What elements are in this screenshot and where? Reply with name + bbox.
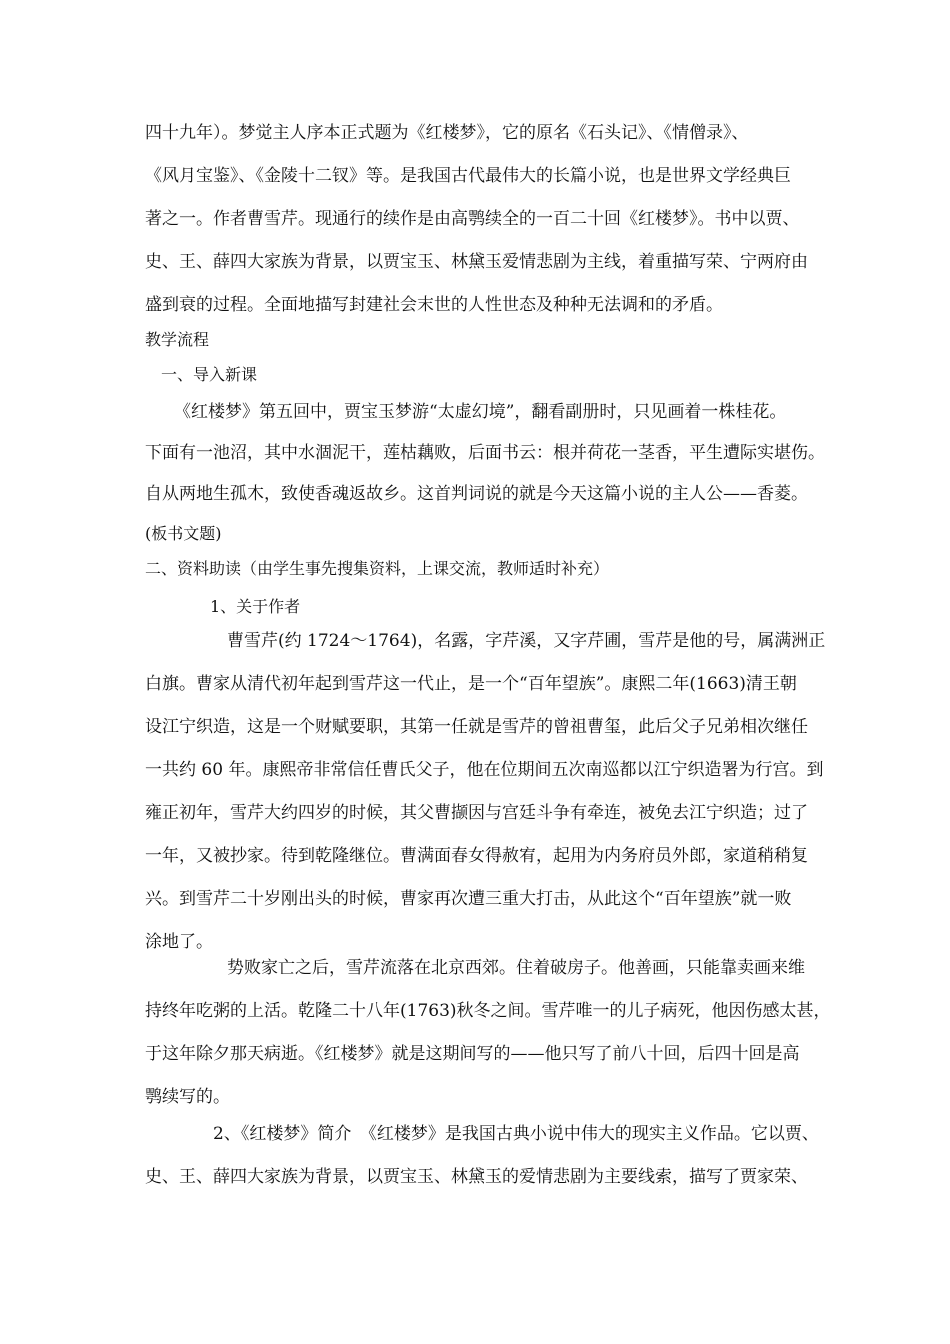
subsection-title-author: 1、关于作者	[210, 597, 301, 616]
intro-line: 下面有一池沼，其中水涸泥干，莲枯藕败，后面书云：根并荷花一茎香，平生遭际实堪伤。	[145, 443, 825, 463]
author-line: 设江宁织造，这是一个财赋要职，其第一任就是雪芹的曾祖曹玺，此后父子兄弟相次继任	[145, 717, 808, 737]
author-line: 兴。到雪芹二十岁刚出头的时候，曹家再次遭三重大打击，从此这个“百年望族”就一败	[145, 889, 792, 909]
section-title-intro: 一、导入新课	[161, 365, 258, 384]
author-line: 持终年吃粥的上活。乾隆二十八年(1763)秋冬之间。雪芹唯一的儿子病死，他因伤感太甚，	[145, 1001, 831, 1021]
subsection-intro-line: 2、《红楼梦》简介 《红楼梦》是我国古典小说中伟大的现实主义作品。它以贾、	[213, 1124, 819, 1144]
section-title-materials: 二、资料助读（由学生事先搜集资料，上课交流，教师适时补充）	[145, 559, 610, 578]
author-line: 一共约 60 年。康熙帝非常信任曹氏父子，他在位期间五次南巡都以江宁织造署为行宫。到	[145, 760, 824, 780]
author-line: 鹗续写的。	[145, 1087, 230, 1107]
intro-line: 《红楼梦》第五回中，贾宝玉梦游“太虚幻境”，翻看副册时，只见画着一株桂花。	[174, 402, 787, 422]
author-line: 一年，又被抄家。待到乾隆继位。曹满面春女得赦宥，起用为内务府员外郎，家道稍稍复	[145, 846, 808, 866]
board-note: (板书文题)	[145, 524, 222, 543]
author-line: 于这年除夕那天病逝。《红楼梦》就是这期间写的——他只写了前八十回，后四十回是高	[145, 1044, 800, 1064]
author-line: 曹雪芹(约 1724～1764)，名露，字芹溪，又字芹圃，雪芹是他的号，属满洲正	[227, 631, 826, 651]
heading-teaching-flow: 教学流程	[145, 330, 210, 349]
paragraph-line: 《风月宝鉴》、《金陵十二钗》等。是我国古代最伟大的长篇小说，也是世界文学经典巨	[145, 166, 791, 186]
subsection-intro-line: 史、王、薛四大家族为背景，以贾宝玉、林黛玉的爱情悲剧为主要线索，描写了贾家荣、	[145, 1167, 808, 1187]
author-line: 白旗。曹家从清代初年起到雪芹这一代止，是一个“百年望族”。康熙二年(1663)清王朝	[145, 674, 797, 694]
paragraph-line: 史、王、薛四大家族为背景，以贾宝玉、林黛玉爱情悲剧为主线，着重描写荣、宁两府由	[145, 252, 808, 272]
paragraph-line: 盛到衰的过程。全面地描写封建社会末世的人性世态及种种无法调和的矛盾。	[145, 295, 723, 315]
intro-line: 自从两地生孤木，致使香魂返故乡。这首判词说的就是今天这篇小说的主人公——香菱。	[145, 484, 808, 504]
paragraph-line: 四十九年）。梦觉主人序本正式题为《红楼梦》，它的原名《石头记》、《情僧录》、	[145, 123, 749, 143]
author-line: 雍正初年，雪芹大约四岁的时候，其父曹撷因与宫廷斗争有牵连，被免去江宁织造；过了	[145, 803, 808, 823]
author-line: 势败家亡之后，雪芹流落在北京西郊。住着破房子。他善画，只能靠卖画来维	[227, 958, 805, 978]
paragraph-line: 著之一。作者曹雪芹。现通行的续作是由高鹗续全的一百二十回《红楼梦》。书中以贾、	[145, 209, 800, 229]
author-line: 涂地了。	[145, 932, 213, 952]
